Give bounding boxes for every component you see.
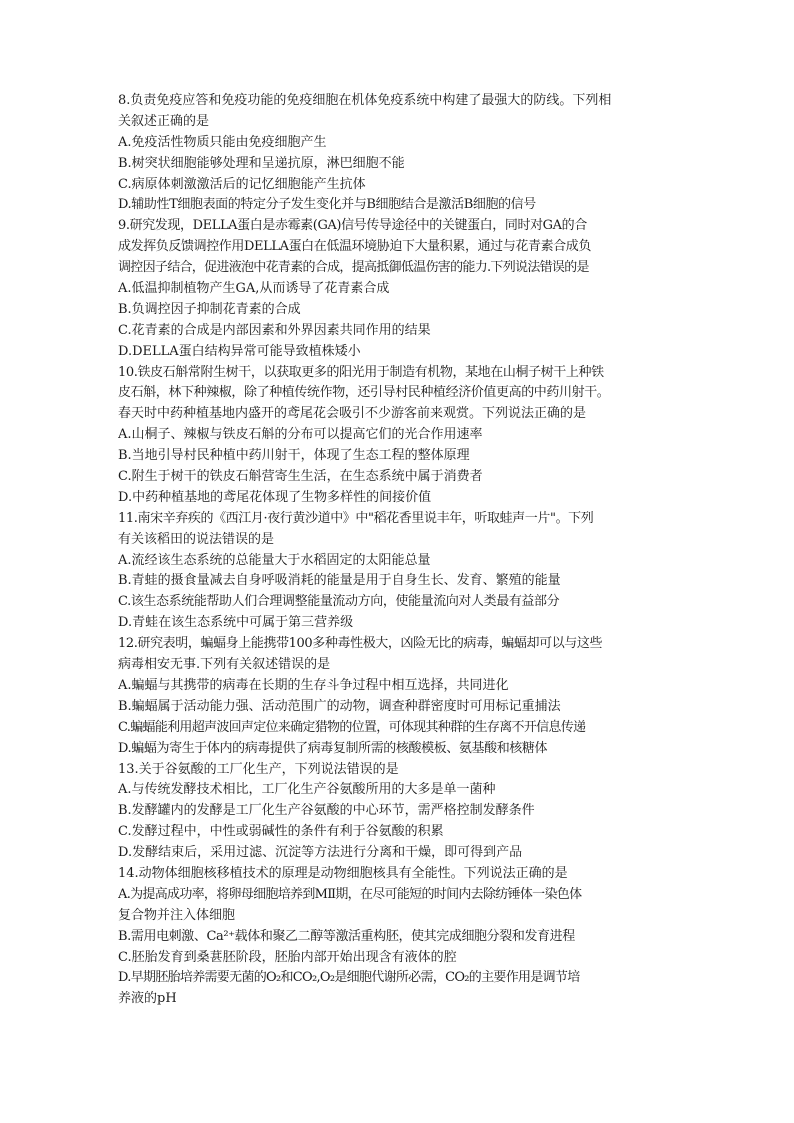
text-line: D.早期胚胎培养需要无菌的O₂和CO₂,O₂是细胞代谢所必需，CO₂的主要作用是调节培 (118, 970, 580, 986)
text-line: C.花青素的合成是内部因素和外界因素共同作用的结果 (118, 322, 431, 338)
text-line: B.需用电刺激、Ca²⁺载体和聚乙二醇等激活重构胚，使其完成细胞分裂和发育进程 (118, 928, 575, 944)
text-line: C.该生态系统能帮助人们合理调整能量流动方向，使能量流向对人类最有益部分 (118, 594, 560, 610)
text-line: C.蝙蝠能利用超声波回声定位来确定猎物的位置，可体现其种群的生存离不开信息传递 (118, 719, 586, 735)
text-line: 复合物并注入体细胞 (118, 907, 236, 923)
text-line: A.山桐子、辣椒与铁皮石斛的分布可以提高它们的光合作用速率 (118, 427, 483, 443)
text-line: 12.研究表明，蝙蝠身上能携带100多种毒性极大，凶险无比的病毒，蝙蝠却可以与这些 (118, 636, 603, 652)
text-line: D.DELLA蛋白结构异常可能导致植株矮小 (118, 343, 361, 359)
text-line: B.负调控因子抑制花青素的合成 (118, 301, 301, 317)
text-line: 调控因子结合，促进液泡中花青素的合成，提高抵御低温伤害的能力.下列说法错误的是 (118, 260, 589, 276)
text-line: 8.负责免疫应答和免疫功能的免疫细胞在机体免疫系统中构建了最强大的防线。下列相 (118, 93, 612, 108)
text-line: B.蝙蝠属于活动能力强、活动范围广的动物，调查种群密度时可用标记重捕法 (118, 698, 561, 714)
text-line: B.青蛙的摄食量减去自身呼吸消耗的能量是用于自身生长、发育、繁殖的能量 (118, 573, 561, 589)
text-line: C.附生于树干的铁皮石斛营寄生生活，在生态系统中属于消费者 (118, 469, 483, 485)
question-text (118, 91, 678, 1010)
text-line: C.病原体刺激激活后的记忆细胞能产生抗体 (118, 176, 366, 192)
text-line: D.青蛙在该生态系统中可属于第三营养级 (118, 615, 354, 631)
text-line: B.树突状细胞能够处理和呈递抗原，淋巴细胞不能 (118, 155, 405, 171)
text-line: 11.南宋辛弃疾的《西江月·夜行黄沙道中》中"稻花香里说丰年，听取蛙声一片"。下列 (118, 510, 594, 526)
text-line: 春天时中药种植基地内盛开的鸢尾花会吸引不少游客前来观赏。下列说法正确的是 (118, 406, 587, 422)
text-line: A.蝙蝠与其携带的病毒在长期的生存斗争过程中相互选择，共同进化 (118, 677, 509, 693)
text-line: A.为提高成功率，将卵母细胞培养到MⅡ期，在尽可能短的时间内去除纺锤体一染色体 (118, 886, 582, 902)
text-line: C.发酵过程中，中性或弱碱性的条件有利于谷氨酸的积累 (118, 824, 444, 840)
text-line: D.蝙蝠为寄生于体内的病毒提供了病毒复制所需的核酸模板、氨基酸和核糖体 (118, 740, 548, 756)
text-line: B.当地引导村民种植中药川射干，体现了生态工程的整体原理 (118, 448, 470, 464)
text-line: A.与传统发酵技术相比，工厂化生产谷氨酸所用的大多是单一菌种 (118, 782, 496, 798)
text-line: 皮石斛，林下种辣椒，除了种植传统作物，还引导村民种植经济价值更高的中药川射干。 (118, 385, 610, 401)
text-line: 10.铁皮石斛常附生树干，以获取更多的阳光用于制造有机物，某地在山桐子树干上种铁 (118, 364, 604, 380)
text-line: A.低温抑制植物产生GA,从而诱导了花青素合成 (118, 281, 390, 297)
text-line: D.发酵结束后，采用过滤、沉淀等方法进行分离和干燥，即可得到产品 (118, 845, 523, 861)
text-line: D.中药种植基地的鸢尾花体现了生物多样性的间接价值 (118, 489, 432, 505)
text-line: 病毒相安无事.下列有关叙述错误的是 (118, 657, 331, 673)
text-line: C.胚胎发育到桑葚胚阶段，胚胎内部开始出现含有液体的腔 (118, 949, 457, 965)
text-line: 13.关于谷氨酸的工厂化生产，下列说法错误的是 (118, 761, 399, 777)
text-line: 成发挥负反馈调控作用DELLA蛋白在低温环境胁迫下大量积累，通过与花青素合成负 (118, 239, 591, 255)
text-line: 养液的pH (118, 991, 177, 1007)
text-line: B.发酵罐内的发酵是工厂化生产谷氨酸的中心环节，需严格控制发酵条件 (118, 803, 535, 819)
text-line: 14.动物体细胞核移植技术的原理是动物细胞核具有全能性。下列说法正确的是 (118, 865, 568, 881)
text-line: 有关该稻田的说法错误的是 (118, 531, 275, 547)
text-line: A.免疫活性物质只能由免疫细胞产生 (118, 134, 327, 150)
text-line: 关叙述正确的是 (118, 113, 210, 129)
text-line: A.流经该生态系统的总能量大于水稻固定的太阳能总量 (118, 552, 431, 568)
text-line: D.辅助性T细胞表面的特定分子发生变化并与B细胞结合是激活B细胞的信号 (118, 197, 536, 213)
text-line: 9.研究发现，DELLA蛋白是赤霉素(GA)信号传导途径中的关键蛋白，同时对GA的合 (118, 218, 587, 234)
